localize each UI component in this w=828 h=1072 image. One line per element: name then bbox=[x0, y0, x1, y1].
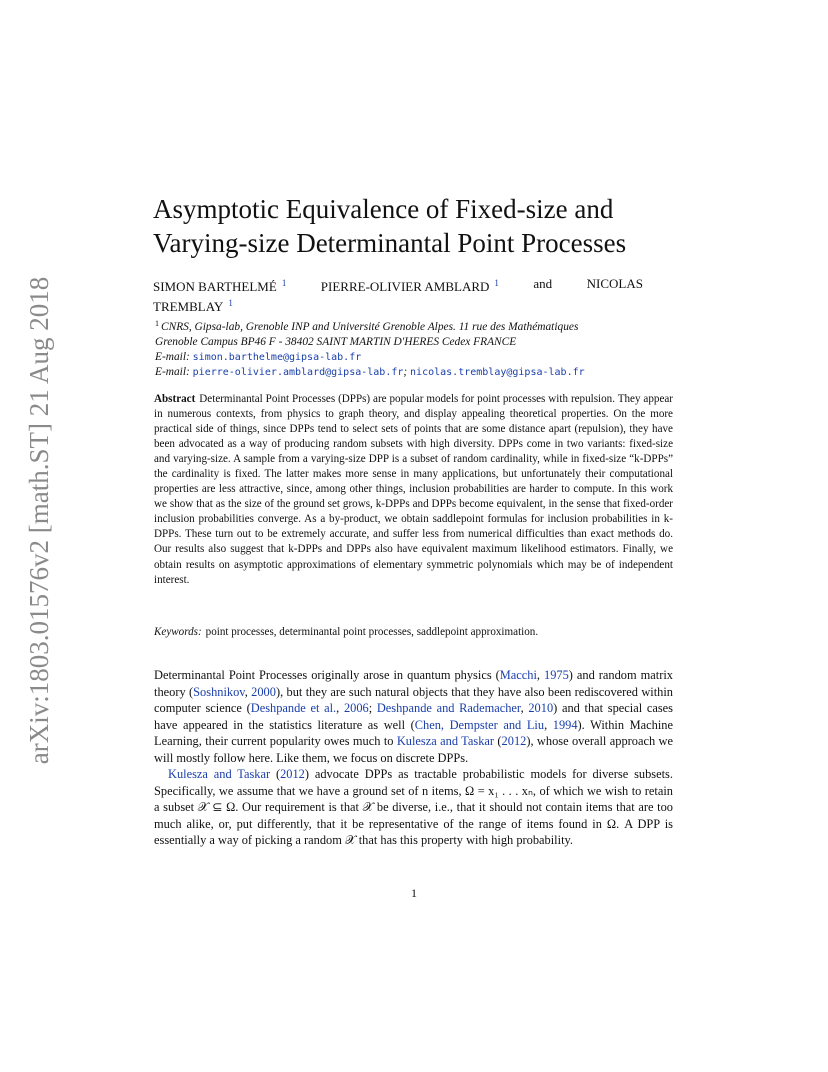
citation-link[interactable]: 2010 bbox=[528, 701, 554, 716]
affiliation-line-2: Grenoble Campus BP46 F - 38402 SAINT MARTIN D'HERES Cedex FRANCE bbox=[155, 336, 517, 348]
abstract-text: Determinantal Point Processes (DPPs) are popular models for point processes with repulsion. They appear in numerous contexts, from physics to graph theory, and display appealing theoretical properties. On the more practical side of things, since DPPs tend to select sets of points that are some distance apart (repulsion), they have been advocated as a way of producing random subsets with high diversity. DPPs come in two variants: fixed-size and varying-size. A sample from a varying-size DPP is a subset of random cardinality, while in fixed-size “k-DPPs” the cardinality is fixed. The latter makes more sense in many applications, but unfortunately their computational properties are less attractive, since, among other things, inclusion probabilities are harder to compute. In this work we show that as the size of the ground set grows, k-DPPs and DPPs become equivalent, in the sense that fixed-order inclusion probabilities converge. As a by-product, we obtain saddlepoint formulas for inclusion probabilities in k-DPPs. These turn out to be extremely accurate, and suffer less from numerical difficulties than exact methods do. Our results also suggest that k-DPPs and DPPs also have equivalent maximum likelihood estimators. Finally, we obtain results on asymptotic approximations of elementary symmetric polynomials which may be of independent interest. bbox=[154, 393, 673, 586]
citation-link[interactable]: 1994 bbox=[552, 717, 578, 732]
paragraph-2: Kulesza and Taskar (2012) advocate DPPs as tractable probabilistic models for diverse subsets. Specifically, we assume that we have a ground set of n items, Ω = x₁ . . . xₙ, of which we wish to retain a subset 𝒳 ⊆ Ω. Our requirement is that 𝒳 be diverse, i.e., that it should not contain items that are too much alike, or, put differently, that it be representative of the range of items found in Ω. A DPP is essentially a way of picking a random 𝒳 that has this property with high probability. bbox=[154, 767, 673, 848]
email-separator: ; bbox=[403, 366, 408, 378]
author-name: NICOLAS bbox=[586, 276, 643, 291]
email-label: E-mail: bbox=[155, 351, 190, 363]
affiliation-block bbox=[155, 316, 675, 380]
author-list bbox=[153, 275, 643, 315]
citation-link[interactable]: 2006 bbox=[343, 701, 369, 716]
affiliation-line-1: $^1$ CNRS, Gipsa-lab, Grenoble INP and Université Grenoble Alpes. 11 rue des Mathématiques bbox=[155, 319, 579, 333]
keywords-text: point processes, determinantal point processes, saddlepoint approximation. bbox=[205, 626, 539, 638]
affiliation-marker[interactable]: 1 bbox=[228, 298, 233, 308]
email-line-2 bbox=[155, 365, 675, 380]
email-link[interactable]: nicolas.tremblay@gipsa-lab.fr bbox=[410, 367, 585, 378]
affiliation-marker[interactable]: 1 bbox=[494, 278, 499, 288]
email-link[interactable]: simon.barthelme@gipsa-lab.fr bbox=[192, 352, 362, 363]
citation-link[interactable]: Soshnikov bbox=[193, 684, 245, 699]
page-number: 1 bbox=[411, 886, 417, 900]
abstract-heading: Abstract bbox=[154, 393, 196, 405]
author-name: PIERRE-OLIVIER AMBLARD $^1$ bbox=[320, 278, 499, 294]
citation-link[interactable]: 2012 bbox=[280, 767, 305, 782]
affiliation-mark: 1 bbox=[155, 319, 159, 328]
citation-link[interactable]: Kulesza and Taskar bbox=[168, 767, 271, 782]
citation-link[interactable]: Chen, Dempster and Liu bbox=[414, 717, 545, 732]
arxiv-identifier-text: arXiv:1803.01576v2 [math.ST] 21 Aug 2018 bbox=[24, 276, 55, 764]
keywords bbox=[154, 625, 673, 640]
paper-title bbox=[153, 192, 713, 260]
author-row-1 bbox=[153, 275, 643, 295]
keywords-label: Keywords: bbox=[154, 626, 202, 638]
author-name: TREMBLAY bbox=[153, 299, 224, 314]
author-name: SIMON BARTHELMÉ $^1$ bbox=[153, 278, 287, 294]
citation-link[interactable]: 2012 bbox=[501, 734, 527, 749]
citation-link[interactable]: Kulesza and Taskar bbox=[396, 734, 495, 749]
affiliation-marker[interactable]: 1 bbox=[281, 278, 287, 288]
abstract bbox=[154, 392, 673, 588]
citation-link[interactable]: 1975 bbox=[544, 668, 569, 682]
email-label: E-mail: bbox=[155, 366, 190, 378]
body-text bbox=[154, 667, 673, 849]
citation-link[interactable]: Deshpande and Rademacher bbox=[376, 701, 521, 716]
citation-link[interactable]: Deshpande et al. bbox=[250, 701, 337, 716]
author-row-2 bbox=[153, 295, 643, 315]
title-line-2: Varying-size Determinantal Point Processes bbox=[153, 228, 627, 258]
paragraph-1: Determinantal Point Processes originally arose in quantum physics (Macchi, 1975) and random matrix theory (Soshnikov, 2000), but they are such natural objects that they have also been rediscovered within computer science (Deshpande et al., 2006; Deshpande and Rademacher, 2010) and that special cases have appeared in the statistics literature as well (Chen, Dempster and Liu, 1994). Within Machine Learning, their current popularity owes much to Kulesza and Taskar (2012), whose overall approach we will mostly follow here. Like them, we focus on discrete DPPs. bbox=[154, 668, 674, 765]
arxiv-identifier-stamp bbox=[22, 268, 58, 772]
citation-link[interactable]: Macchi bbox=[499, 668, 537, 682]
citation-link[interactable]: 2000 bbox=[251, 684, 276, 699]
author-conjunction: and bbox=[533, 276, 553, 291]
title-line-1: Asymptotic Equivalence of Fixed-size and bbox=[153, 194, 614, 224]
email-line-1 bbox=[155, 350, 675, 365]
email-link[interactable]: pierre-olivier.amblard@gipsa-lab.fr bbox=[192, 367, 404, 378]
